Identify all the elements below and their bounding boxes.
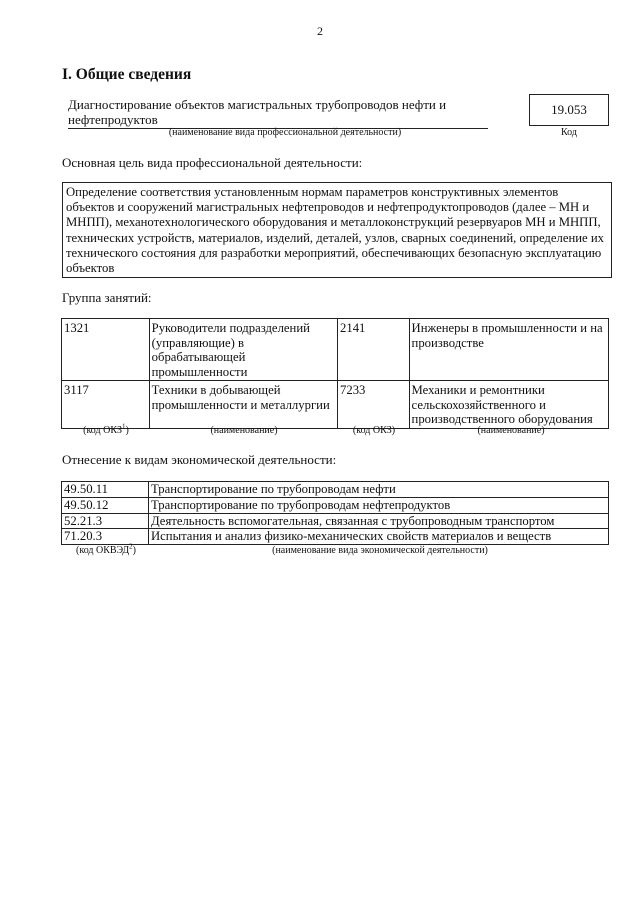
section-heading: I. Общие сведения [62,66,192,83]
caption-text: (код ОКВЭД [76,545,130,556]
economic-label: Отнесение к видам экономической деятельности: [62,452,337,467]
activity-name-caption: (наименование вида профессиональной деятельности) [168,127,402,138]
goal-text: Определение соответствия установленным нормам параметров конструктивных элементов объектов и сооружений магистральных нефтепроводов и нефтепродуктопроводов (далее – МН и МНПП), механотехнологического оборудования и металлоконструкций резервуаров МН и МНПП, технических устройств, материалов, изделий, деталей, узлов, сварных соединений, определение их технического состояния для разработки мероприятий, обеспечивающих безопасную эксплуатацию объектов [62,182,612,278]
table-row [62,381,609,429]
okz-name-cell: Руководители подразделений (управляющие) в обрабатывающей промышленности [149,319,337,381]
okz-code-caption-2: (код ОКЗ) [352,425,396,436]
okved-name-cell: Испытания и анализ физико-механических свойств материалов и веществ [149,529,609,545]
economic-table [61,481,609,545]
caption-text-end: ) [125,425,129,436]
okved-name-cell: Деятельность вспомогательная, связанная с трубопроводным транспортом [149,513,609,529]
okz-name-cell: Инженеры в промышленности и на производстве [409,319,608,381]
okved-name-cell: Транспортирование по трубопроводам нефтепродуктов [149,497,609,513]
table-row [62,497,609,513]
okz-code-cell: 2141 [338,319,410,381]
caption-text: (код ОКЗ [83,425,123,436]
okved-code-cell: 52.21.3 [62,513,149,529]
activity-name: Диагностирование объектов магистральных трубопроводов нефти и нефтепродуктов [68,97,488,129]
okz-name-cell: Механики и ремонтники сельскохозяйственного и производственного оборудования [409,381,608,429]
occupations-table [61,318,609,429]
okz-code-caption [66,422,146,437]
occupations-label: Группа занятий: [62,290,152,305]
okved-code-cell: 49.50.11 [62,482,149,498]
activity-code-caption: Код [561,127,577,138]
okved-name-caption: (наименование вида экономической деятельности) [272,545,488,556]
okz-code-cell: 1321 [62,319,150,381]
goal-label: Основная цель вида профессиональной деятельности: [62,155,363,170]
okved-name-cell: Транспортирование по трубопроводам нефти [149,482,609,498]
okved-code-caption [66,542,146,557]
table-row [62,513,609,529]
caption-text-end: ) [132,545,136,556]
table-row [62,529,609,545]
okz-name-caption-2: (наименование) [477,425,545,436]
table-row [62,482,609,498]
okved-code-cell: 49.50.12 [62,497,149,513]
okved-code-cell: 71.20.3 [62,529,149,545]
okz-code-cell: 3117 [62,381,150,429]
table-row [62,319,609,381]
okz-name-cell: Техники в добывающей промышленности и металлургии [149,381,337,429]
footnote-marker: 1 [122,422,126,431]
footnote-marker: 2 [129,542,133,551]
okz-code-cell: 7233 [338,381,410,429]
page-number: 2 [317,24,323,38]
activity-code: 19.053 [529,94,609,126]
okz-name-caption: (наименование) [210,425,278,436]
